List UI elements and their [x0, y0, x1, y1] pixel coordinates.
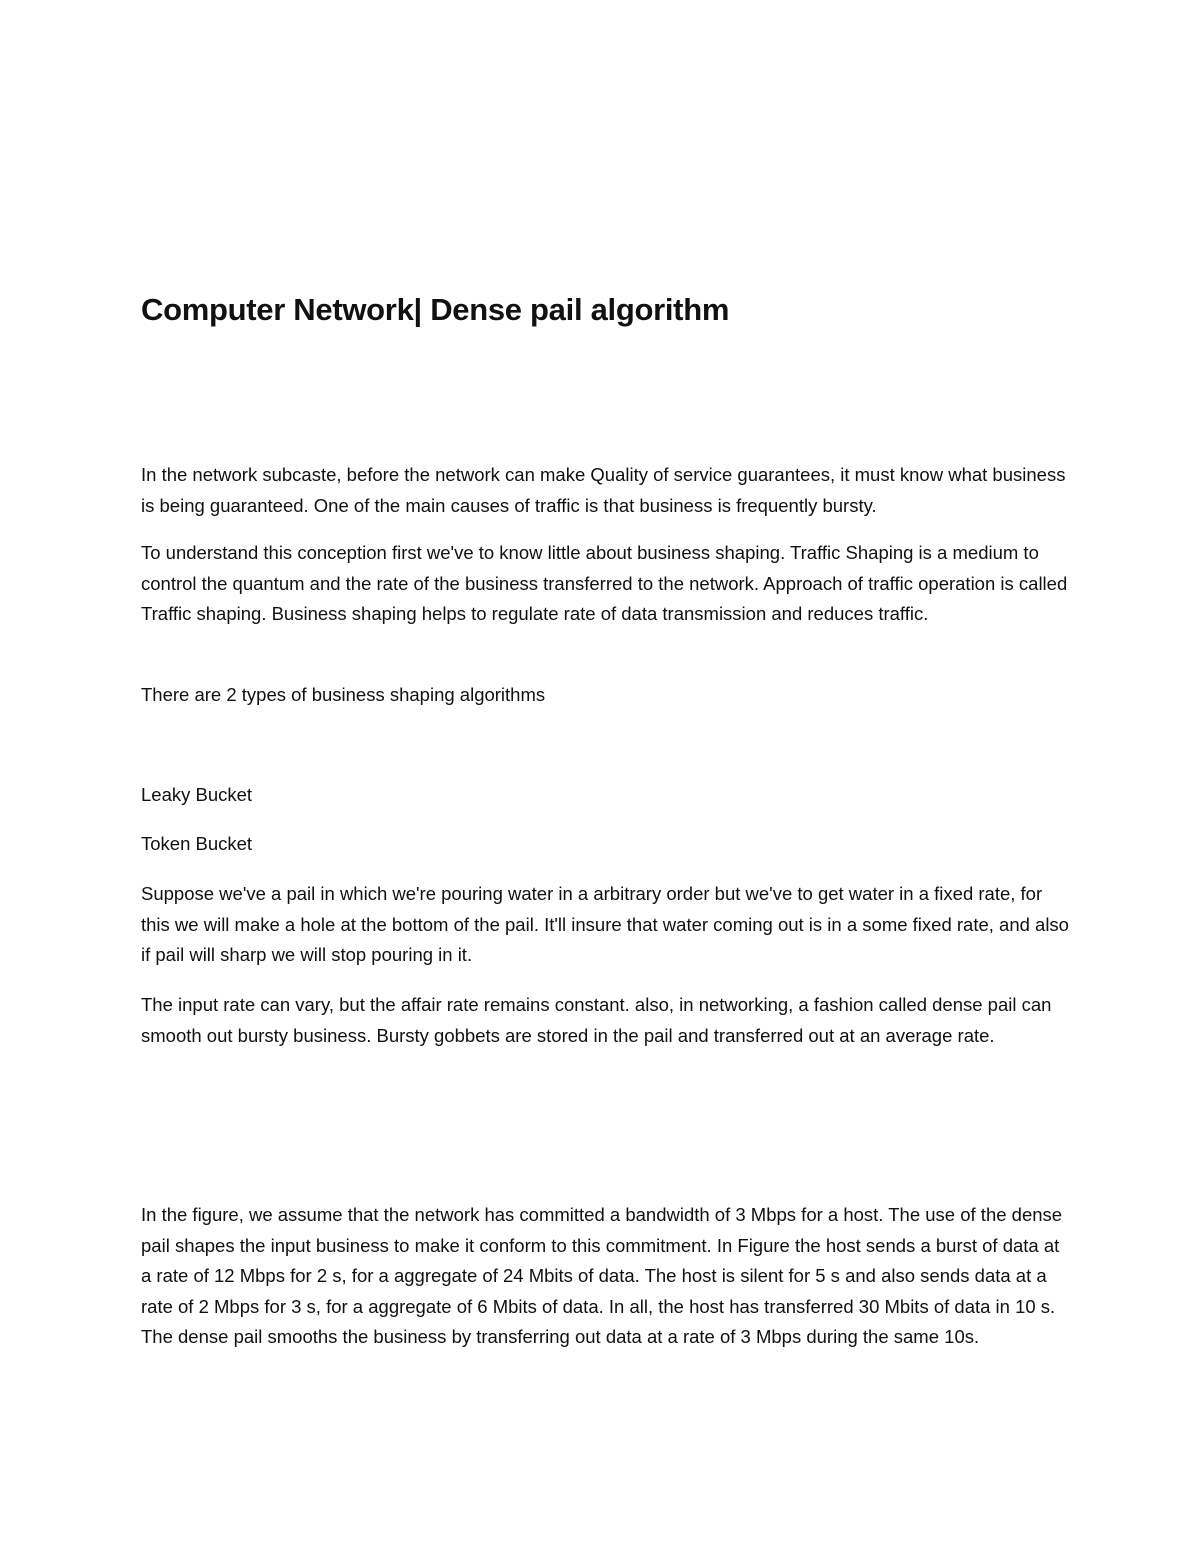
document-title: Computer Network| Dense pail algorithm	[141, 292, 730, 327]
paragraph-types-intro: There are 2 types of business shaping algorithms	[141, 684, 546, 705]
paragraph-figure-explanation: In the figure, we assume that the network has committed a bandwidth of 3 Mbps for a host. The use of the dense pail shapes the input business to make it conform to this commitment. In Figure the host sends a burst of data at a rate of 12 Mbps for 2 s, for a aggregate of 24 Mbits of data. The host is silent for 5 s and also sends data at a rate of 2 Mbps for 3 s, for a aggregate of 6 Mbits of data. In all, the host has transferred 30 Mbits of data in 10 s. The dense pail smooths the business by transferring out data at a rate of 3 Mbps during the same 10s.	[141, 1204, 1063, 1347]
paragraph-pail-analogy: Suppose we've a pail in which we're pouring water in a arbitrary order but we've to get water in a fixed rate, for this we will make a hole at the bottom of the pail. It'll insure that water coming out is in a some fixed rate, and also if pail will sharp we will stop pouring in it.	[141, 883, 1069, 965]
paragraph-intro: In the network subcaste, before the network can make Quality of service guarantees, it must know what business is being guaranteed. One of the main causes of traffic is that business is frequently bursty.	[141, 464, 1066, 516]
list-item-token-bucket: Token Bucket	[141, 833, 253, 854]
paragraph-input-rate: The input rate can vary, but the affair rate remains constant. also, in networking, a fashion called dense pail can smooth out bursty business. Bursty gobbets are stored in the pail and transferred out at an average rate.	[141, 994, 1052, 1046]
paragraph-traffic-shaping: To understand this conception first we've to know little about business shaping. Traffic Shaping is a medium to control the quantum and the rate of the business transferred to the network. Approach of traffic operation is called Traffic shaping. Business shaping helps to regulate rate of data transmission and reduces traffic.	[141, 542, 1068, 624]
list-item-leaky-bucket: Leaky Bucket	[141, 784, 253, 805]
